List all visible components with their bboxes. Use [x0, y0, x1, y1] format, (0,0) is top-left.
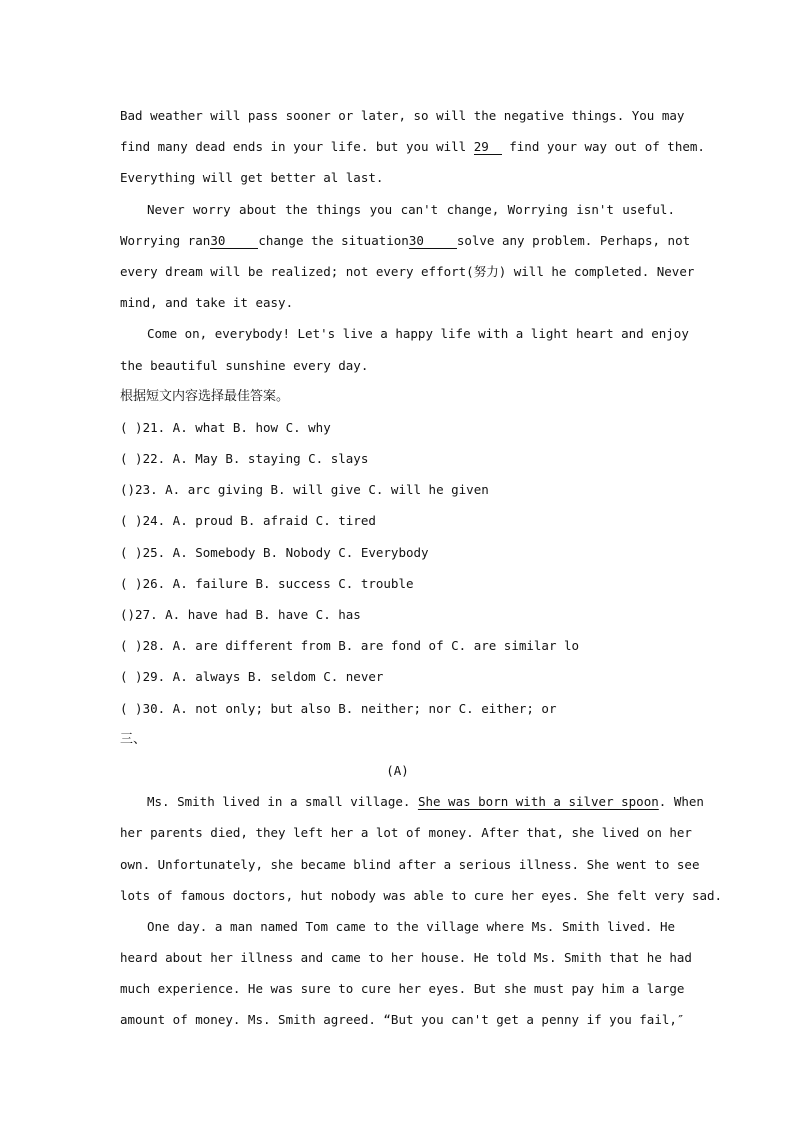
text-line: own. Unfortunately, she became blind after a serious illness. She went to see [120, 856, 700, 872]
text-line: much experience. He was sure to cure her eyes. But she must pay him a large [120, 981, 685, 997]
choice-item-23: ()23. A. arc giving B. will give C. will he given [120, 482, 489, 498]
text-segment: change the situation [258, 232, 409, 248]
document-page [120, 100, 723, 1036]
text-line: heard about her illness and came to her house. He told Ms. Smith that he had [120, 950, 692, 966]
underlined-phrase: She was born with a silver spoon [417, 794, 659, 810]
passage-label: (A) [386, 762, 409, 778]
text-line [120, 786, 704, 817]
text-line: Never worry about the things you can't change, Worrying isn't useful. [147, 201, 675, 217]
text-segment: Ms. Smith lived in a small village. [147, 794, 411, 810]
section-number: 三、 [120, 731, 147, 747]
text-line: mind, and take it easy. [120, 295, 294, 311]
text-segment: . When [658, 794, 704, 810]
question-instruction: 根据短文内容选择最佳答案。 [120, 388, 290, 404]
choice-item-29: ( )29. A. always B. seldom C. never [120, 669, 384, 685]
choice-item-24: ( )24. A. proud B. afraid C. tired [120, 513, 376, 529]
text-line [120, 225, 691, 256]
choice-item-28: ( )28. A. are different from B. are fond of C. are similar lo [120, 638, 580, 654]
choice-item-25: ( )25. A. Somebody B. Nobody C. Everybody [120, 544, 429, 560]
text-line: amount of money. Ms. Smith agreed. “But you can't get a penny if you fail,″ [120, 1012, 685, 1028]
text-segment: find many dead ends in your life. but you will [120, 139, 467, 155]
text-segment: solve any problem. Perhaps, not [456, 232, 691, 248]
text-line: lots of famous doctors, hut nobody was able to cure her eyes. She felt very sad. [120, 887, 723, 903]
text-line: the beautiful sunshine every day. [120, 357, 369, 373]
choice-item-27: ()27. A. have had B. have C. has [120, 607, 361, 622]
choice-item-22: ( )22. A. May B. staying C. slays [120, 451, 369, 467]
text-line: Come on, everybody! Let's live a happy life with a light heart and enjoy [147, 326, 689, 342]
cloze-blank-29: 29 [474, 140, 502, 155]
text-segment: find your way out of them. [509, 139, 705, 155]
cloze-blank-30-a: 30 [210, 234, 258, 249]
choice-item-21: ( )21. A. what B. how C. why [120, 419, 331, 435]
cloze-blank-30-b: 30 [409, 234, 457, 249]
text-line: every dream will be realized; not every effort(努力) will he completed. Never [120, 263, 695, 279]
choice-item-26: ( )26. A. failure B. success C. trouble [120, 575, 414, 591]
text-segment: Worrying ran [120, 232, 211, 248]
choice-item-30: ( )30. A. not only; but also B. neither; nor C. either; or [120, 700, 557, 716]
text-line [120, 131, 705, 162]
text-line: Everything will get better al last. [120, 170, 384, 186]
text-line: her parents died, they left her a lot of money. After that, she lived on her [120, 825, 692, 841]
text-line: One day. a man named Tom came to the village where Ms. Smith lived. He [147, 918, 675, 934]
text-line: Bad weather will pass sooner or later, so will the negative things. You may [120, 108, 685, 123]
